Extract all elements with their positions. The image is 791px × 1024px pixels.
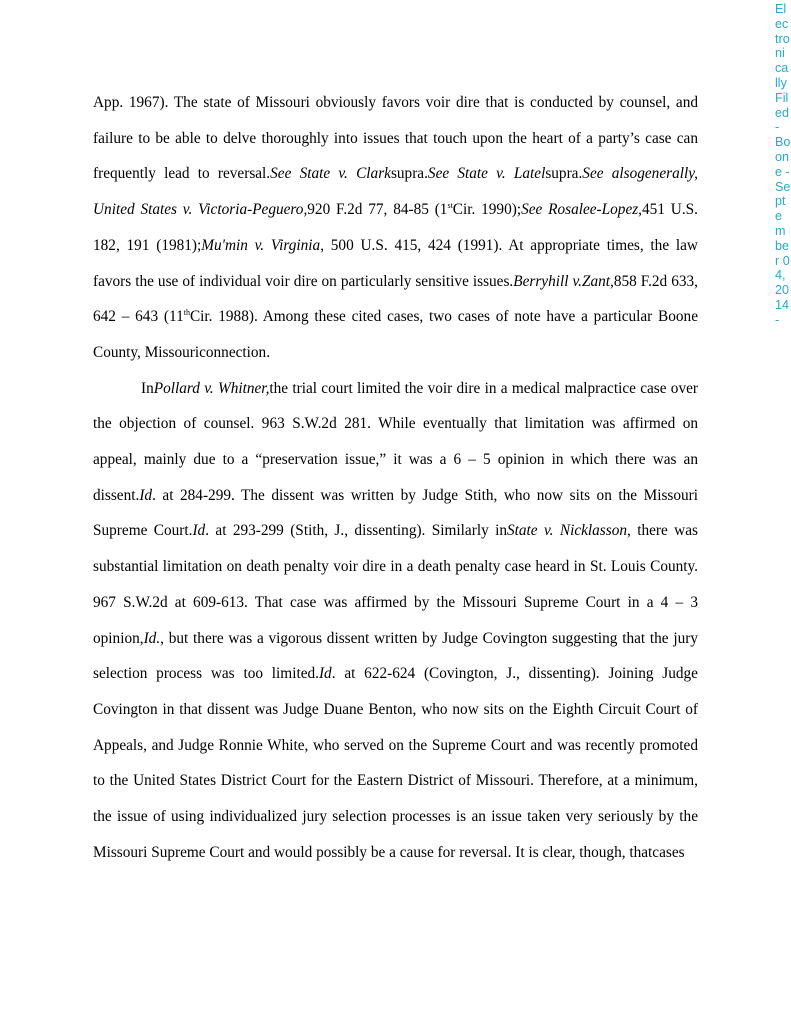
text-run: App. 1967). The state of Missouri obviously favors voir dire that is conducted by counsel, and failure to be able to delve thoroughly into issues that touch upon the heart of a party’s case can frequently lead to reversal. [93, 94, 698, 183]
case-citation-italic: See State v. Clark [270, 165, 391, 183]
case-citation-italic: See State v. Latel [427, 165, 546, 183]
case-citation-italic: Pollard v. Whitner, [153, 379, 270, 397]
text-run: Cir. 1990); [452, 201, 522, 219]
paragraph-voir-dire-precedent [93, 85, 698, 371]
ordinal-superscript: st [447, 201, 453, 211]
text-run: . at 284-299. The dissent was written by Judge Stith, who now sits on the Missouri Supreme Court. [93, 486, 698, 540]
case-citation-italic: See Rosalee-Lopez, [521, 201, 643, 219]
text-run: , there was substantial limitation on death penalty voir dire in a death penalty case heard in St. Louis County. 967 S.W.2d at 609-613. That case was affirmed by the Missouri Supreme Court in a 4 – 3 opinion, [93, 522, 698, 647]
case-citation-italic: Mu'min v. Virginia [201, 236, 321, 254]
case-citation-italic: Id [192, 522, 206, 540]
text-run: 920 F.2d 77, 84-85 (1 [307, 201, 448, 219]
paragraph-boone-county-cases [93, 371, 698, 871]
case-citation-italic: Berryhill v.Zant, [513, 272, 614, 290]
document-body [93, 85, 698, 870]
text-run: In [141, 379, 154, 397]
text-run: 858 F.2d 633, 642 – 643 (11 [93, 272, 698, 326]
efiling-stamp: Electronically Filed - Boone - September 04, 2014 - [775, 2, 791, 327]
text-run: . at 293-299 (Stith, J., dissenting). Similarly in [205, 522, 508, 540]
text-run: supra. [390, 165, 428, 183]
text-run: . at 622-624 (Covington, J., dissenting). Joining Judge Covington in that dissent was Judge Duane Benton, who now sits on the Eighth Circuit Court of Appeals, and Judge Ronnie White, who served on the Supreme Court and was recently promoted to the United States District Court for the Eastern District of Missouri. Therefore, at a minimum, the issue of using individualized jury selection processes is an issue taken very seriously by the Missouri Supreme Court and would possibly be a cause for reversal. It is clear, though, thatcases [93, 665, 698, 861]
text-run: supra. [545, 165, 583, 183]
case-citation-italic: Id. [143, 629, 161, 647]
case-citation-italic: Id [318, 665, 332, 683]
text-run: the trial court limited the voir dire in a medical malpractice case over the objection of counsel. 963 S.W.2d 281. While eventually that limitation was affirmed on appeal, mainly due to a “preservation issue,” it was a 6 – 5 opinion in which there was an dissent. [93, 379, 698, 504]
text-run: Cir. 1988). Among these cited cases, two cases of note have a particular Boone County, Missouriconnection. [93, 308, 698, 361]
case-citation-italic: Id [139, 486, 153, 504]
text-run: , but there was a vigorous dissent written by Judge Covington suggesting that the jury selection process was too limited. [93, 629, 698, 683]
case-citation-italic: State v. Nicklasson [507, 522, 627, 540]
text-run: 451 U.S. 182, 191 (1981); [93, 201, 698, 254]
text-run: , 500 U.S. 415, 424 (1991). At appropriate times, the law favors the use of individual voir dire on particularly sensitive issues. [93, 236, 698, 290]
case-citation-italic: See alsogenerally, United States v. Victoria-Peguero, [93, 165, 698, 219]
ordinal-superscript: th [183, 308, 190, 318]
